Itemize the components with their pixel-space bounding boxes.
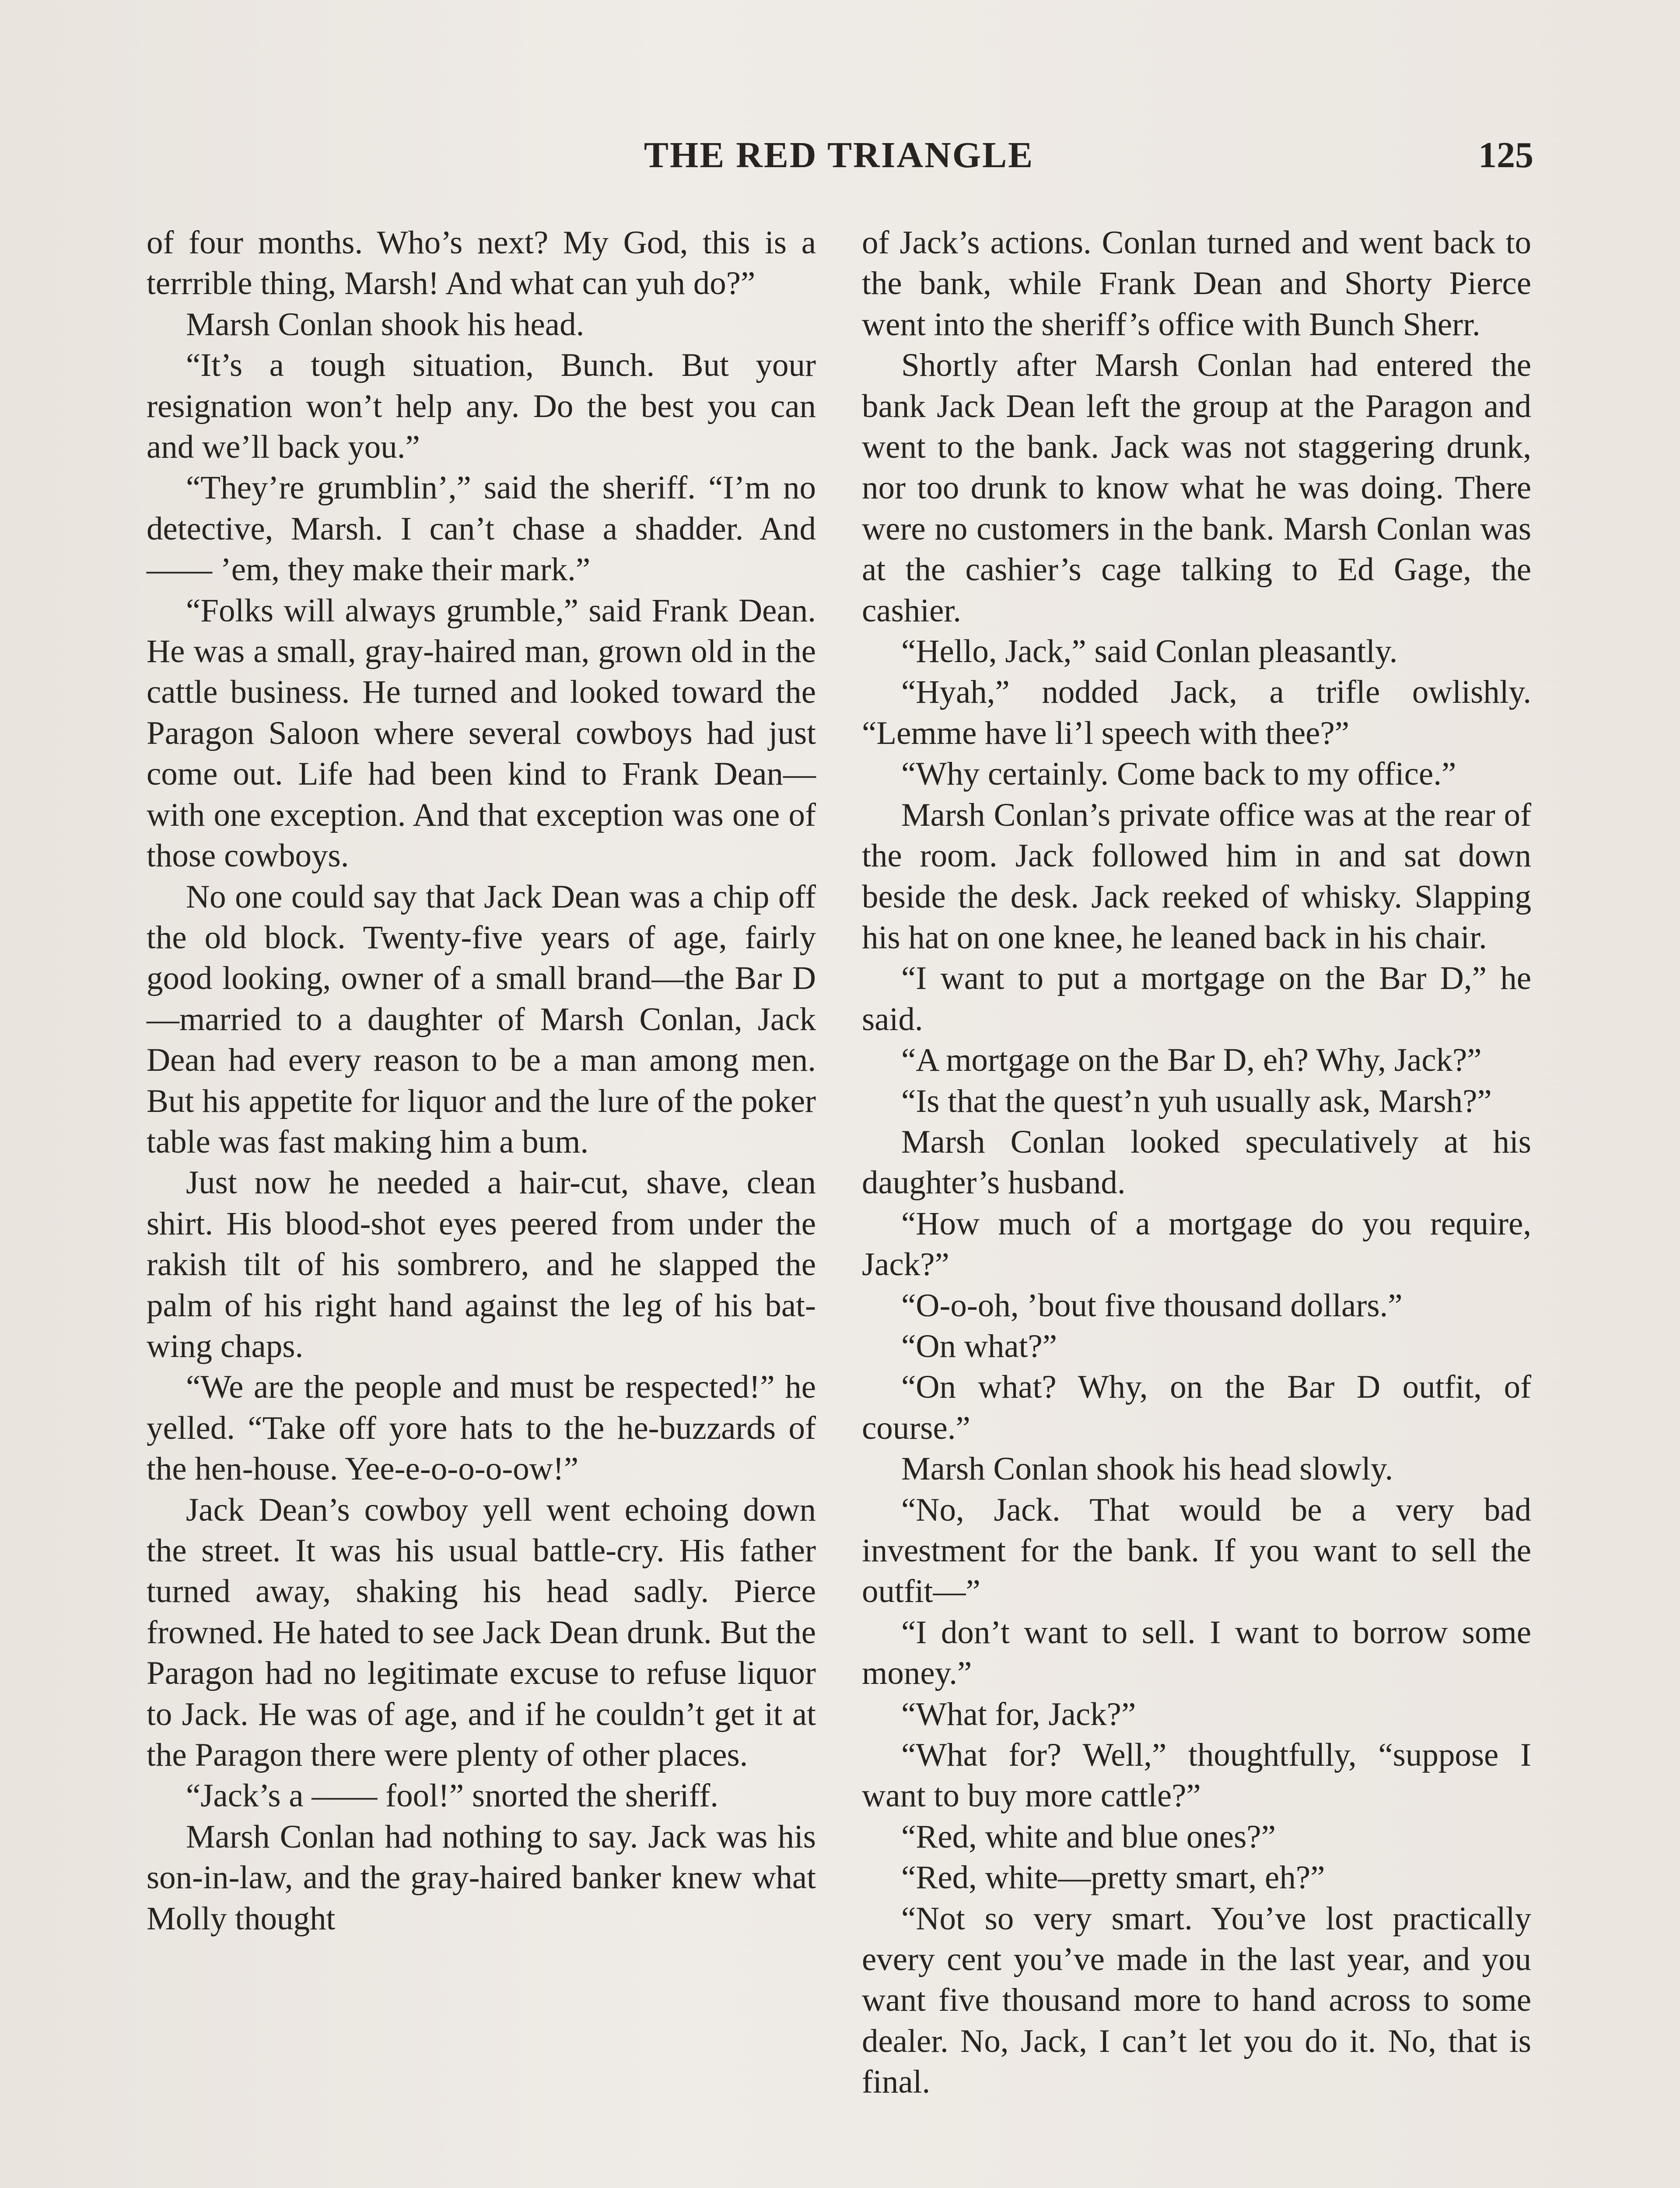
page-number: 125 [1478,135,1533,175]
paragraph: “Folks will always grumble,” said Frank Dean. He was a small, gray-haired man, grown old in the cattle business. He turned and looked toward the Paragon Saloon where several cowboys had just come out. Life had been kind to Frank Dean—with one exception. And that exception was one of those cowboys. [147,592,816,874]
paragraph: “I want to put a mortgage on the Bar D,” he said. [862,960,1531,1038]
paragraph: Marsh Conlan shook his head. [186,306,584,343]
paragraph: “Jack’s a —— fool!” snorted the sheriff. [186,1778,718,1814]
paragraph: Shortly after Marsh Conlan had entered the bank Jack Dean left the group at the Paragon and went to the bank. Jack was not staggering drunk, nor too drunk to know what he was doing. There were no customers in the bank. Marsh Conlan was at the cashier’s cage talking to Ed Gage, the cashier. [862,347,1531,629]
paragraph: “Why certainly. Come back to my office.” [901,756,1456,792]
paragraph: “Is that the quest’n yuh usually ask, Marsh?” [901,1083,1492,1119]
paragraph: “What for, Jack?” [901,1696,1136,1732]
paragraph: “On what? Why, on the Bar D outfit, of course.” [862,1369,1531,1446]
paragraph: “We are the people and must be respected!” he yelled. “Take off yore hats to the he-buzzards of the hen-house. Yee-e-o-o-o-ow!” [147,1369,816,1487]
paragraph: “Red, white—pretty smart, eh?” [901,1859,1325,1896]
paragraph: of Jack’s actions. Conlan turned and went back to the bank, while Frank Dean and Shorty Pierce went into the sheriff’s office with Bunch Sherr. [862,224,1531,343]
paragraph: “On what?” [901,1328,1057,1364]
paragraph: No one could say that Jack Dean was a chip off the old block. Twenty-five years of age, fairly good looking, owner of a small brand—the Bar D—married to a daughter of Marsh Conlan, Jack Dean had every reason to be a man among men. But his appetite for liquor and the lure of the poker table was fast making him a bum. [147,878,816,1160]
paragraph: Jack Dean’s cowboy yell went echoing down the street. It was his usual battle-cry. His father turned away, shaking his head sadly. Pierce frowned. He hated to see Jack Dean drunk. But the Paragon had no legitimate excuse to refuse liquor to Jack. He was of age, and if he couldn’t get it at the Paragon there were plenty of other places. [147,1491,816,1774]
left-text-column [147,222,816,1939]
paragraph: of four months. Who’s next? My God, this is a terrrible thing, Marsh! And what can yuh do?” [147,224,816,302]
paragraph: “Not so very smart. You’ve lost practically every cent you’ve made in the last year, and you want five thousand more to hand across to some dealer. No, Jack, I can’t let you do it. No, that is final. [862,1900,1531,2100]
paragraph: “O-o-oh, ’bout five thousand dollars.” [901,1287,1403,1324]
running-header [0,131,1680,179]
paragraph: “How much of a mortgage do you require, Jack?” [862,1205,1531,1283]
paragraph: “Hyah,” nodded Jack, a trifle owlishly. “Lemme have li’l speech with thee?” [862,674,1531,751]
paragraph: “I don’t want to sell. I want to borrow some money.” [862,1614,1531,1692]
paragraph: Marsh Conlan’s private office was at the rear of the room. Jack followed him in and sat down beside the desk. Jack reeked of whisky. Slapping his hat on one knee, he leaned back in his chair. [862,796,1531,956]
paragraph: “It’s a tough situation, Bunch. But your resignation won’t help any. Do the best you can and we’ll back you.” [147,347,816,466]
paragraph: Just now he needed a hair-cut, shave, clean shirt. His blood-shot eyes peered from under the rakish tilt of his sombrero, and he slapped the palm of his right hand against the leg of his bat-wing chaps. [147,1164,816,1364]
running-title: THE RED TRIANGLE [644,135,1034,175]
paragraph: “No, Jack. That would be a very bad investment for the bank. If you want to sell the outfit—” [862,1491,1531,1610]
paragraph: Marsh Conlan had nothing to say. Jack was his son-in-law, and the gray-haired banker knew what Molly thought [147,1818,816,1937]
paragraph: “They’re grumblin’,” said the sheriff. “I’m no detective, Marsh. I can’t chase a shadder. And —— ’em, they make their mark.” [147,470,816,588]
paragraph: Marsh Conlan shook his head slowly. [901,1451,1393,1487]
paragraph: Marsh Conlan looked speculatively at his daughter’s husband. [862,1123,1531,1201]
right-text-column [862,222,1531,2103]
paragraph: “What for? Well,” thoughtfully, “suppose I want to buy more cattle?” [862,1737,1531,1814]
paragraph: “Red, white and blue ones?” [901,1818,1276,1855]
paragraph: “Hello, Jack,” said Conlan pleasantly. [901,633,1398,670]
paragraph: “A mortgage on the Bar D, eh? Why, Jack?” [901,1042,1482,1079]
